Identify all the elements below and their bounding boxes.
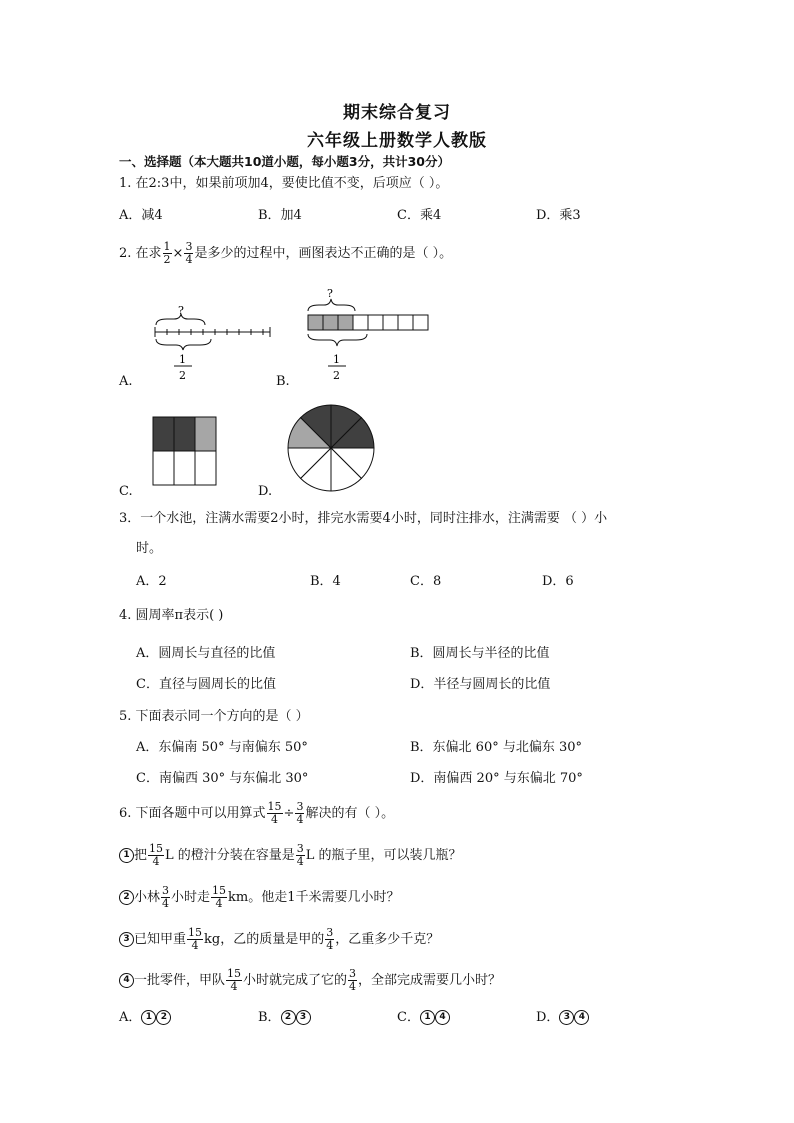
q6-option-c-marker-1: 1 [420, 1010, 435, 1025]
q6-option-a-marker-2: 2 [156, 1010, 171, 1025]
q1-option-c: C．乘4 [397, 208, 442, 223]
q2-stem-post: 是多少的过程中，画图表达不正确的是（ ）。 [194, 246, 453, 261]
q6-item-4-fraction-2: $\frac{3}{4}$ [349, 967, 357, 993]
title-line-2: 六年级上册数学人教版 [307, 131, 487, 151]
q6-item-1-fraction-1: $\frac{15}{4}$ [149, 842, 164, 868]
q6-item-2-fraction-1: $\frac{3}{4}$ [162, 884, 170, 910]
q2-times: × [172, 246, 184, 261]
q4-option-a: A．圆周长与直径的比值 [136, 646, 276, 661]
q2-stem-pre: 2. 在求 [119, 246, 162, 261]
q2-option-a: A. [119, 374, 133, 389]
q3-option-b: B．4 [310, 574, 341, 589]
q2-option-b: B. [276, 374, 290, 389]
q6-option-c: C． 1 4 [397, 1010, 450, 1026]
q5-option-c: C．南偏西 30° 与东偏北 30° [136, 771, 309, 786]
q6-fraction-1: $\frac{15}{4}$ [267, 800, 282, 826]
q2-figure-a-number-line [150, 300, 280, 385]
q6-option-d: D． 3 4 [536, 1010, 589, 1026]
q3-stem-line-2: 时。 [136, 541, 163, 556]
q6-item-1-marker: 1 [119, 848, 134, 863]
q6-item-1-fraction-2: $\frac{3}{4}$ [296, 842, 304, 868]
q2-a-question-mark: ? [178, 304, 184, 317]
q1-option-b: B．加4 [258, 208, 302, 223]
q6-option-b: B． 2 3 [258, 1010, 311, 1026]
q6-option-b-marker-1: 2 [281, 1010, 296, 1025]
q4-stem: 4. 圆周率π表示( ) [119, 608, 224, 623]
q6-option-d-marker-2: 4 [574, 1010, 589, 1025]
q6-option-b-marker-2: 3 [296, 1010, 311, 1025]
q3-option-d: D．6 [542, 574, 574, 589]
q6-item-4-marker: 4 [119, 973, 134, 988]
q2-a-half-num: 1 [179, 353, 186, 366]
q5-stem: 5. 下面表示同一个方向的是（ ） [119, 709, 309, 724]
q2-a-half-den: 2 [179, 369, 186, 382]
q6-item-4-fraction-1: $\frac{15}{4}$ [227, 967, 242, 993]
q3-option-c: C．8 [410, 574, 442, 589]
q6-item-2-marker: 2 [119, 890, 134, 905]
q3-stem-line-1: 3．一个水池，注满水需要2小时，排完水需要4小时，同时注排水，注满需要 （ ）小 [119, 511, 608, 526]
q6-fraction-2: $\frac{3}{4}$ [296, 800, 304, 826]
q5-option-a: A．东偏南 50° 与南偏东 50° [136, 740, 308, 755]
q6-option-a: A． 1 2 [119, 1010, 171, 1026]
q6-option-c-marker-2: 4 [435, 1010, 450, 1025]
q2-option-d: D. [258, 484, 273, 499]
q2-b-question-mark: ? [327, 287, 333, 300]
q6-item-1: 1 把 $\frac{15}{4}$ L 的橙汁分装在容量是 $\frac{3}{4}$ L 的瓶子里，可以装几瓶？ [119, 842, 462, 870]
q4-option-c: C．直径与圆周长的比值 [136, 677, 276, 692]
q6-div: ÷ [283, 806, 295, 821]
q2-figure-b-strip [300, 285, 435, 385]
q1-option-d: D．乘3 [536, 208, 581, 223]
q2-fraction-1: $\frac{1}{2}$ [163, 240, 171, 266]
q6-item-4: 4 一批零件，甲队 $\frac{15}{4}$ 小时就完成了它的 $\frac{3}{4}$ ，全部完成需要几小时？ [119, 967, 501, 995]
q6-item-3: 3 已知甲重 $\frac{15}{4}$ kg，乙的质量是甲的 $\frac{3}{4}$ ，乙重多少千克？ [119, 926, 439, 954]
section-header: 一、选择题（本大题共10道小题，每小题3分，共计30分） [119, 154, 450, 169]
q2-figure-c-grid [152, 416, 220, 490]
q4-option-d: D．半径与圆周长的比值 [410, 677, 551, 692]
q5-option-d: D．南偏西 20° 与东偏北 70° [410, 771, 583, 786]
q1-stem: 1. 在2:3中，如果前项加4，要使比值不变，后项应（ ）。 [119, 176, 449, 191]
q6-option-d-marker-1: 3 [559, 1010, 574, 1025]
q2-option-c: C. [119, 484, 133, 499]
q2-b-half-num: 1 [333, 353, 340, 366]
q6-item-2-fraction-2: $\frac{15}{4}$ [212, 884, 227, 910]
q6-item-3-marker: 3 [119, 932, 134, 947]
q6-stem [119, 800, 394, 828]
q6-stem-pre: 6. 下面各题中可以用算式 [119, 806, 266, 821]
q4-option-b: B．圆周长与半径的比值 [410, 646, 550, 661]
q2-fraction-2: $\frac{3}{4}$ [185, 240, 193, 266]
q2-stem [119, 240, 452, 268]
q3-option-a: A．2 [136, 574, 167, 589]
q2-figure-d-pie [286, 403, 378, 495]
q1-option-a: A．减4 [119, 208, 163, 223]
q5-option-b: B．东偏北 60° 与北偏东 30° [410, 740, 583, 755]
q6-item-3-fraction-2: $\frac{3}{4}$ [326, 926, 334, 952]
q6-item-2: 2 小林 $\frac{3}{4}$ 小时走 $\frac{15}{4}$ km。他走1千米需要几小时？ [119, 884, 400, 912]
q6-stem-post: 解决的有（ ）。 [305, 806, 395, 821]
title-line-1: 期末综合复习 [343, 103, 451, 123]
q2-b-half-den: 2 [333, 369, 340, 382]
q6-item-3-fraction-1: $\frac{15}{4}$ [188, 926, 203, 952]
q6-option-a-marker-1: 1 [141, 1010, 156, 1025]
